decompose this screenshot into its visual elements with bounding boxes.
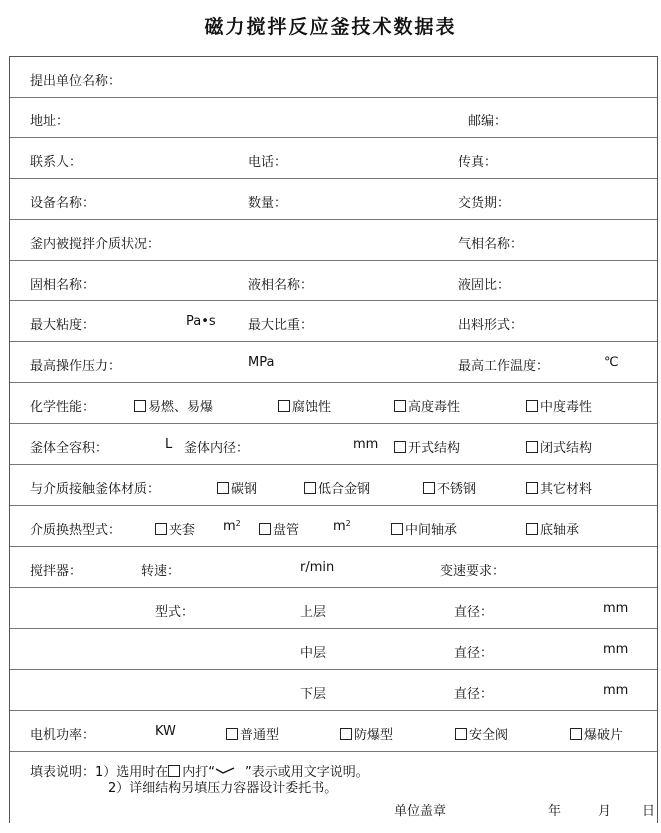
coil-unit: $m^2$ [333, 519, 351, 534]
checkbox[interactable] [570, 728, 582, 740]
checkbox[interactable] [526, 482, 538, 494]
temp-unit: ℃ [604, 355, 619, 370]
medium-label: 釜内被搅拌介质状况： [30, 237, 161, 252]
jacket-unit: $m^2$ [223, 519, 241, 534]
middle-diameter-unit: mm [603, 642, 629, 657]
diameter-label: 釜体内径： [184, 441, 250, 456]
checkbox[interactable] [423, 482, 435, 494]
lower-layer-label: 下层 [300, 687, 327, 702]
row-heat-exchange [10, 506, 657, 547]
row-medium [10, 220, 657, 261]
contact-label: 联系人： [30, 155, 83, 170]
checkbox[interactable] [394, 400, 406, 412]
checkbox[interactable] [278, 400, 290, 412]
lower-diameter-unit: mm [603, 683, 629, 698]
variable-speed-label: 变速要求： [440, 564, 506, 579]
motor-unit: KW [155, 724, 176, 739]
fax-label: 传真： [458, 155, 498, 170]
checkbox[interactable] [455, 728, 467, 740]
notes-line-2: 2）详细结构另填压力容器设计委托书。 [108, 781, 338, 796]
postcode-label: 邮编： [468, 114, 508, 129]
option-flammable[interactable]: 易燃、易爆 [134, 396, 213, 415]
viscosity-label: 最大粘度： [30, 318, 96, 333]
speed-label: 转速： [141, 564, 181, 579]
pressure-unit: MPa [248, 355, 275, 370]
checkbox[interactable] [394, 441, 406, 453]
viscosity-unit: Pa•s [186, 314, 216, 329]
upper-diameter-unit: mm [603, 601, 629, 616]
option-stainless[interactable]: 不锈钢 [423, 478, 476, 497]
volume-unit: L [165, 437, 173, 452]
row-viscosity [10, 301, 657, 342]
option-coil[interactable]: 盘管 [259, 519, 299, 538]
checkbox[interactable] [259, 523, 271, 535]
motor-label: 电机功率： [30, 728, 96, 743]
quantity-label: 数量： [248, 196, 288, 211]
page-title: 磁力搅拌反应釜技术数据表 [204, 16, 457, 38]
option-jacket[interactable]: 夹套 [155, 519, 195, 538]
checkbox[interactable] [340, 728, 352, 740]
month-label: 月 [598, 804, 612, 819]
checkbox[interactable] [526, 523, 538, 535]
temp-label: 最高工作温度： [458, 359, 550, 374]
option-standard[interactable]: 普通型 [226, 724, 279, 743]
checkbox[interactable] [155, 523, 167, 535]
day-label: 日 [642, 804, 656, 819]
option-high-toxic[interactable]: 高度毒性 [394, 396, 460, 415]
row-agitator [10, 547, 657, 588]
seal-label: 单位盖章 [394, 804, 447, 819]
sample-checkbox [168, 765, 180, 777]
year-label: 年 [548, 804, 562, 819]
row-equipment [10, 179, 657, 220]
liquid-label: 液相名称： [248, 278, 314, 293]
solid-label: 固相名称： [30, 278, 96, 293]
checkbox[interactable] [304, 482, 316, 494]
phone-label: 电话： [248, 155, 288, 170]
option-low-alloy[interactable]: 低合金钢 [304, 478, 370, 497]
option-closed[interactable]: 闭式结构 [526, 437, 592, 456]
type-label: 型式： [155, 605, 195, 620]
option-corrosive[interactable]: 腐蚀性 [278, 396, 331, 415]
row-address [10, 98, 657, 138]
data-sheet-table [9, 56, 658, 823]
option-bottom-bearing[interactable]: 底轴承 [526, 519, 579, 538]
middle-diameter-label: 直径： [454, 646, 494, 661]
heat-label: 介质换热型式： [30, 523, 122, 538]
row-material [10, 465, 657, 506]
checkbox[interactable] [526, 400, 538, 412]
row-phases [10, 261, 657, 301]
volume-label: 釜体全容积： [30, 441, 109, 456]
row-chemical [10, 383, 657, 424]
discharge-label: 出料形式： [458, 318, 524, 333]
option-explosion-proof[interactable]: 防爆型 [340, 724, 393, 743]
agitator-label: 搅拌器： [30, 564, 83, 579]
option-carbon-steel[interactable]: 碳钢 [217, 478, 257, 497]
middle-layer-label: 中层 [300, 646, 327, 661]
gas-label: 气相名称： [458, 237, 524, 252]
option-rupture-disc[interactable]: 爆破片 [570, 724, 623, 743]
notes-section [10, 752, 657, 823]
checkbox[interactable] [217, 482, 229, 494]
ratio-label: 液固比： [458, 278, 511, 293]
row-lower-layer [10, 670, 657, 711]
company-label: 提出单位名称： [30, 74, 122, 89]
upper-diameter-label: 直径： [454, 605, 494, 620]
option-open[interactable]: 开式结构 [394, 437, 460, 456]
gravity-label: 最大比重： [248, 318, 314, 333]
row-company [10, 57, 657, 98]
row-motor [10, 711, 657, 752]
row-pressure [10, 342, 657, 383]
option-middle-bearing[interactable]: 中间轴承 [391, 519, 457, 538]
row-middle-layer [10, 629, 657, 670]
address-label: 地址： [30, 114, 70, 129]
equipment-label: 设备名称： [30, 196, 96, 211]
row-upper-layer [10, 588, 657, 629]
speed-unit: r/min [300, 560, 335, 575]
diameter-unit: mm [353, 437, 379, 452]
option-other[interactable]: 其它材料 [526, 478, 592, 497]
delivery-label: 交货期： [458, 196, 511, 211]
notes-line-1: 填表说明：1）选用时在 内打“ ”表示或用文字说明。 [30, 765, 369, 780]
checkbox[interactable] [526, 441, 538, 453]
checkbox[interactable] [226, 728, 238, 740]
checkbox[interactable] [134, 400, 146, 412]
upper-layer-label: 上层 [300, 605, 327, 620]
lower-diameter-label: 直径： [454, 687, 494, 702]
material-label: 与介质接触釜体材质： [30, 482, 161, 497]
pressure-label: 最高操作压力： [30, 359, 122, 374]
row-volume [10, 424, 657, 465]
option-medium-toxic[interactable]: 中度毒性 [526, 396, 592, 415]
row-contact [10, 138, 657, 179]
checkbox[interactable] [391, 523, 403, 535]
chemical-label: 化学性能： [30, 400, 96, 415]
check-mark-icon [215, 767, 235, 775]
option-safety-valve[interactable]: 安全阀 [455, 724, 508, 743]
